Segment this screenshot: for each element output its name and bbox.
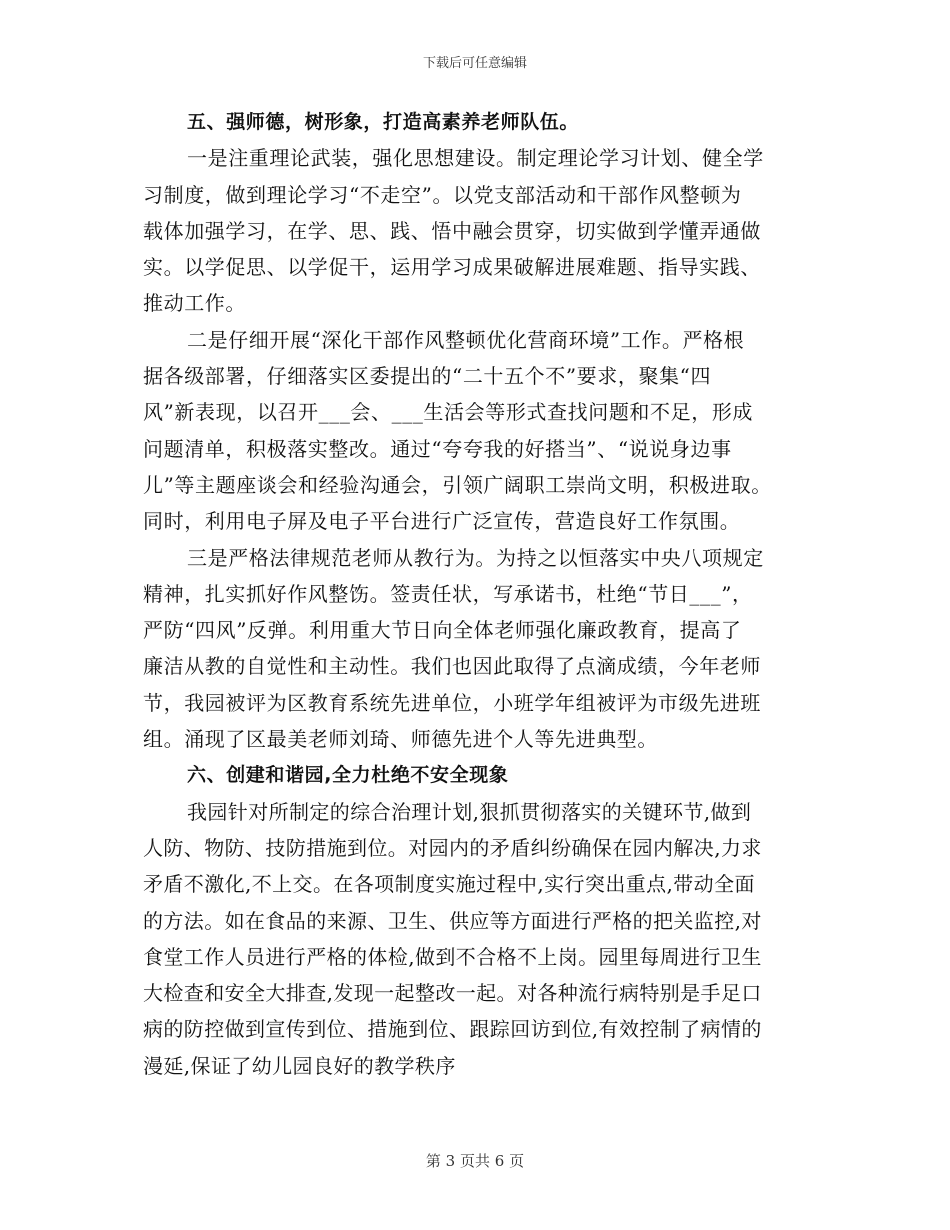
text-line: 儿”等主题座谈会和经验沟通会，引领广阔职工崇尚文明，积极进取。: [143, 472, 772, 497]
page-footer: 第 3 页共 6 页: [425, 1152, 525, 1170]
text-line: 推动工作。: [143, 291, 246, 316]
text-line: 同时，利用电子屏及电子平台进行广泛宣传，营造良好工作氛围。: [143, 509, 741, 534]
text-line: 的方法。如在食品的来源、卫生、供应等方面进行严格的把关监控,对: [143, 908, 762, 933]
text-line: 食堂工作人员进行严格的体检,做到不合格不上岗。园里每周进行卫生: [143, 944, 762, 969]
text-line: 病的防控做到宣传到位、措施到位、跟踪回访到位,有效控制了病情的: [143, 1017, 762, 1042]
text-line: 人防、物防、技防措施到位。对园内的矛盾纠纷确保在园内解决,力求: [143, 835, 762, 860]
text-line: 节，我园被评为区教育系统先进单位，小班学年组被评为市级先进班: [143, 690, 761, 715]
text-line: 组。涌现了区最美老师刘琦、师德先进个人等先进典型。: [143, 727, 658, 752]
text-line: 实。以学促思、以学促干，运用学习成果破解进展难题、指导实践、: [143, 255, 761, 280]
text-line: 严防“四风”反弹。利用重大节日向全体老师强化廉政教育，提高了: [143, 618, 742, 643]
text-line: 据各级部署，仔细落实区委提出的“二十五个不”要求，聚集“四: [143, 364, 712, 389]
text-line: 问题清单，积极落实整改。通过“夸夸我的好搭当”、“说说身边事: [143, 436, 732, 461]
section-6-heading: 六、创建和谐园,全力杜绝不安全现象: [187, 764, 509, 787]
text-line: 我园针对所制定的综合治理计划,狠抓贯彻落实的关键环节,做到: [187, 799, 752, 824]
section-5-heading: 五、强师德，树形象，打造高素养老师队伍。: [187, 111, 580, 133]
document-body: [143, 104, 807, 1084]
text-line: 一是注重理论武装，强化思想建设。制定理论学习计划、健全学: [187, 146, 764, 171]
section-5-paragraph-3: [143, 540, 807, 758]
section-5-paragraph-2: [143, 322, 807, 540]
text-line: 三是严格法律规范老师从教行为。为持之以恒落实中央八项规定: [187, 545, 764, 570]
text-line: 漫延,保证了幼儿园良好的教学秩序: [143, 1053, 456, 1078]
section-6-paragraph-1: [143, 794, 807, 1084]
text-line: 大检查和安全大排查,发现一起整改一起。对各种流行病特别是手足口: [143, 981, 762, 1006]
text-line: 廉洁从教的自觉性和主动性。我们也因此取得了点滴成绩，今年老师: [143, 654, 761, 679]
text-line: 习制度，做到理论学习“不走空”。以党支部活动和干部作风整顿为: [143, 182, 742, 207]
text-line: 载体加强学习，在学、思、践、悟中融会贯穿，切实做到学懂弄通做: [143, 218, 761, 243]
text-line: 风”新表现，以召开___会、___生活会等形式查找问题和不足，形成: [143, 400, 754, 425]
page-header: 下载后可任意编辑: [422, 56, 527, 71]
text-line: 二是仔细开展“深化干部作风整顿优化营商环境”工作。严格根: [187, 327, 745, 352]
section-5-paragraph-1: [143, 140, 807, 321]
text-line: 矛盾不激化,不上交。在各项制度实施过程中,实行突出重点,带动全面: [143, 872, 755, 897]
text-line: 精神，扎实抓好作风整饬。签责任状，写承诺书，杜绝“节日___”，: [143, 581, 753, 606]
